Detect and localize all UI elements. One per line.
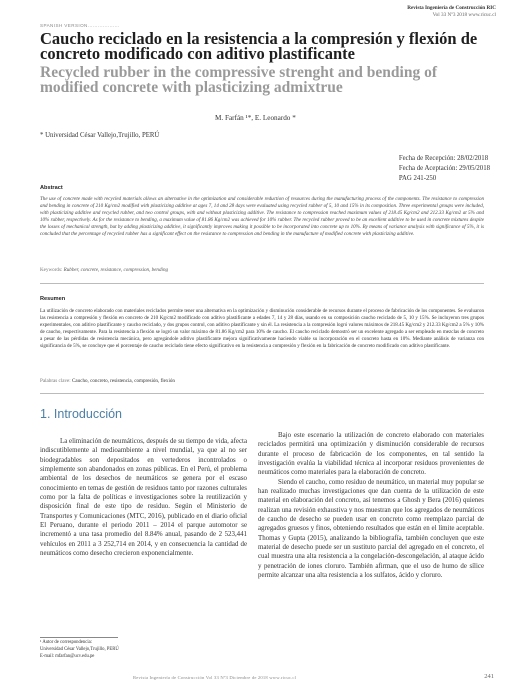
divider — [40, 283, 484, 284]
title-spanish: Caucho reciclado en la resistencia a la compresión y flexión de concreto modificado con aditivo plastificante — [40, 29, 478, 63]
version-label: SPANISH VERSION................... — [40, 23, 120, 28]
date-received: Fecha de Recepción: 28/02/2018 — [398, 155, 489, 162]
footnote — [40, 639, 119, 660]
paragraph: Bajo este escenario la utilización de concreto elaborado con materiales reciclados permitirá una optimización y disminución considerable de recursos durante el proceso de fabricación de los componentes, en tal sentido la investigación evalúa la viabilidad técnica al incorporar residuos provenientes de neumáticos como materiales para la elaboración de concreto. — [258, 432, 484, 477]
date-accepted: Fecha de Aceptación: 29/05/2018 — [398, 165, 490, 172]
intro-left-column — [40, 437, 247, 558]
page-range: PAG 241-250 — [398, 175, 437, 182]
journal-header — [407, 5, 496, 19]
palabras-clave-label: Palabras clave: — [40, 378, 71, 384]
abstract-heading: Abstract — [40, 185, 63, 191]
page-number: 241 — [484, 673, 494, 680]
divider — [40, 393, 484, 394]
footnote-marker: ¹ Autor de correspondencia: — [40, 640, 93, 645]
abstract-keywords — [40, 267, 168, 273]
abstract-body: The use of concrete made with recycled materials allows an alternative in the optimization and considerable reduction of resources during the manufacturing process of the components. The resistance to compression and bending in concrete of 210 Kg/cm2 modified with plasticizing additive at ages 7, 14 and 28 days were evaluated using recycled rubber of 5, 10 and 15% in its composition. Three experimental groups were included, with plasticizing additive and recycled rubber, and two control groups, with and without plasticizing additive. The resistance to compression reached maximum values of 218.45 Kg/cm2 and 212.33 Kg/cm2 at 5% and 10% rubber, respectively. As for the resistance to bending, a maximum value of 81.86 Kg/cm2 was achieved for 10% rubber. The recycled rubber proved to be an excellent additive to be used in concrete mixtures despite the losses of mechanical strength, but by adding plasticizing additive, it significantly improves making it possible to be incorporated into concrete up to 10%. By means of variance analysis with significance of 5%, it is concluded that the percentage of recycled rubber has a significant effect on the resistance to compression and bending in the manufacture of modified concrete with plasticizing additive. — [40, 196, 484, 238]
section-heading-intro: 1. Introducción — [40, 407, 122, 421]
journal-volume: Vol 33 Nº3 2018 www.ricuc.cl — [432, 12, 496, 18]
paragraph: Siendo el caucho, como residuo de neumático, un material muy popular se han realizado muchas investigaciones que dan cuenta de la utilización de este material en elaboración del concreto, así tenemos a Ghosh y Bera (2016) quienes realizan una revisión exhaustiva y nos muestran que los agregados de neumáticos de caucho de desecho se pueden usar en concreto como reemplazo parcial de agregados gruesos y finos, obteniendo resultados que están en el límite aceptable. Thomas y Gupta (2015), analizando la bibliografía, también concluyen que este material de desecho puede ser un sustituto parcial del agregado en el concreto, el cual muestra una alta resistencia a la congelación-descongelación, al ataque ácido y penetración de iones cloruro. También afirman, que el uso de humo de sílice permite alcanzar una alta resistencia a los sulfatos, ácido y cloruro. — [258, 478, 484, 580]
resumen-heading: Resumen — [40, 296, 66, 302]
palabras-clave-values: Caucho, concreto, resistencia, compresión, flexión — [71, 378, 175, 384]
authors: M. Farfán ¹*, E. Leonardo * — [215, 114, 296, 122]
footnote-divider — [40, 637, 118, 638]
page-footer — [0, 674, 524, 682]
resumen-body: La utilización de concreto elaborado con materiales reciclados permite tener una alternativa en la optimización y disminución considerable de recursos durante el proceso de fabricación de los componentes. Se evaluaron las resistencia a compresión y flexión en concreto de 210 Kg/cm2 modificado con aditivo plastificante a edades 7, 14 y 28 días, usando en su composición caucho reciclado de 5, 10 y 15%. Se incluyeron tres grupos experimentales, con aditivo plastificante y caucho reciclado, y dos grupos control, con aditivo plastificante y sin él. La resistencia a la compresión logró valores máximos de 218.45 Kg/cm2 y 212.33 Kg/cm2 a 5% y 10% de caucho, respectivamente. Para la resistencia a flexión se logró un valor máximo de 81.86 Kg/cm2 para 10% de caucho. El caucho reciclado demostró ser un excelente agregado a ser empleado en mezclas de concreto a pesar de las pérdidas de resistencia mecánica, pero agregándole aditivo plastificante mejora significativamente haciendo viable su incorporación en el concreto hasta en 10%. Mediante análisis de varianza con significancia de 5%, se concluye que el porcentaje de caucho reciclado tiene efecto significativo en la resistencia a compresión y flexión en la fabricación de concreto modificado con aditivo plastificante. — [40, 308, 484, 350]
paragraph: La eliminación de neumáticos, después de su tiempo de vida, afecta indiscutiblemente al medioambiente a nivel mundial, ya que al no ser biodegradables son depositados en vertederos incontrolados o simplemente son abandonados en zonas públicas. En el Perú, el problema ambiental de los desechos de neumáticos se genera por el escaso conocimiento en temas de gestión de residuos tanto por razones culturales como por la falta de políticas e investigaciones sobre la reutilización y disposición final de este tipo de residuo. Según el Ministerio de Transportes y Comunicaciones (MTC, 2016), publicado en el diario oficial El Peruano, durante el periodo 2011 – 2014 el parque automotor se incrementó a una tasa promedio del 8.84% anual, pasando de 2 523,441 vehículos en 2011 a 3 252,714 en 2014, y en consecuencia la cantidad de neumáticos como desecho crecieron exponencialmente. — [40, 438, 247, 558]
intro-right-column — [258, 431, 484, 581]
journal-name: Revista Ingeniería de Construcción RIC — [407, 5, 496, 11]
keywords-values: Rubber, concrete, resistance, compression, bending — [63, 267, 169, 273]
footnote-affiliation: Universidad César Vallejo,Trujillo, PERÚ — [40, 647, 119, 652]
publication-dates — [399, 154, 490, 184]
footer-text: Revista Ingeniería de Construcción Vol 33 Nº3 Diciembre de 2018 www.ricuc.cl — [133, 675, 297, 680]
resumen-keywords — [40, 378, 175, 384]
affiliation: * Universidad César Vallejo,Trujillo, PERÚ — [40, 132, 160, 139]
footnote-email: E-mail: mfarfan@ucv.edu.pe — [40, 654, 95, 659]
title-english: Recycled rubber in the compressive strenght and bending of modified concrete with plasticizing admixtrue — [40, 64, 437, 96]
keywords-label: Keywords: — [40, 267, 63, 273]
